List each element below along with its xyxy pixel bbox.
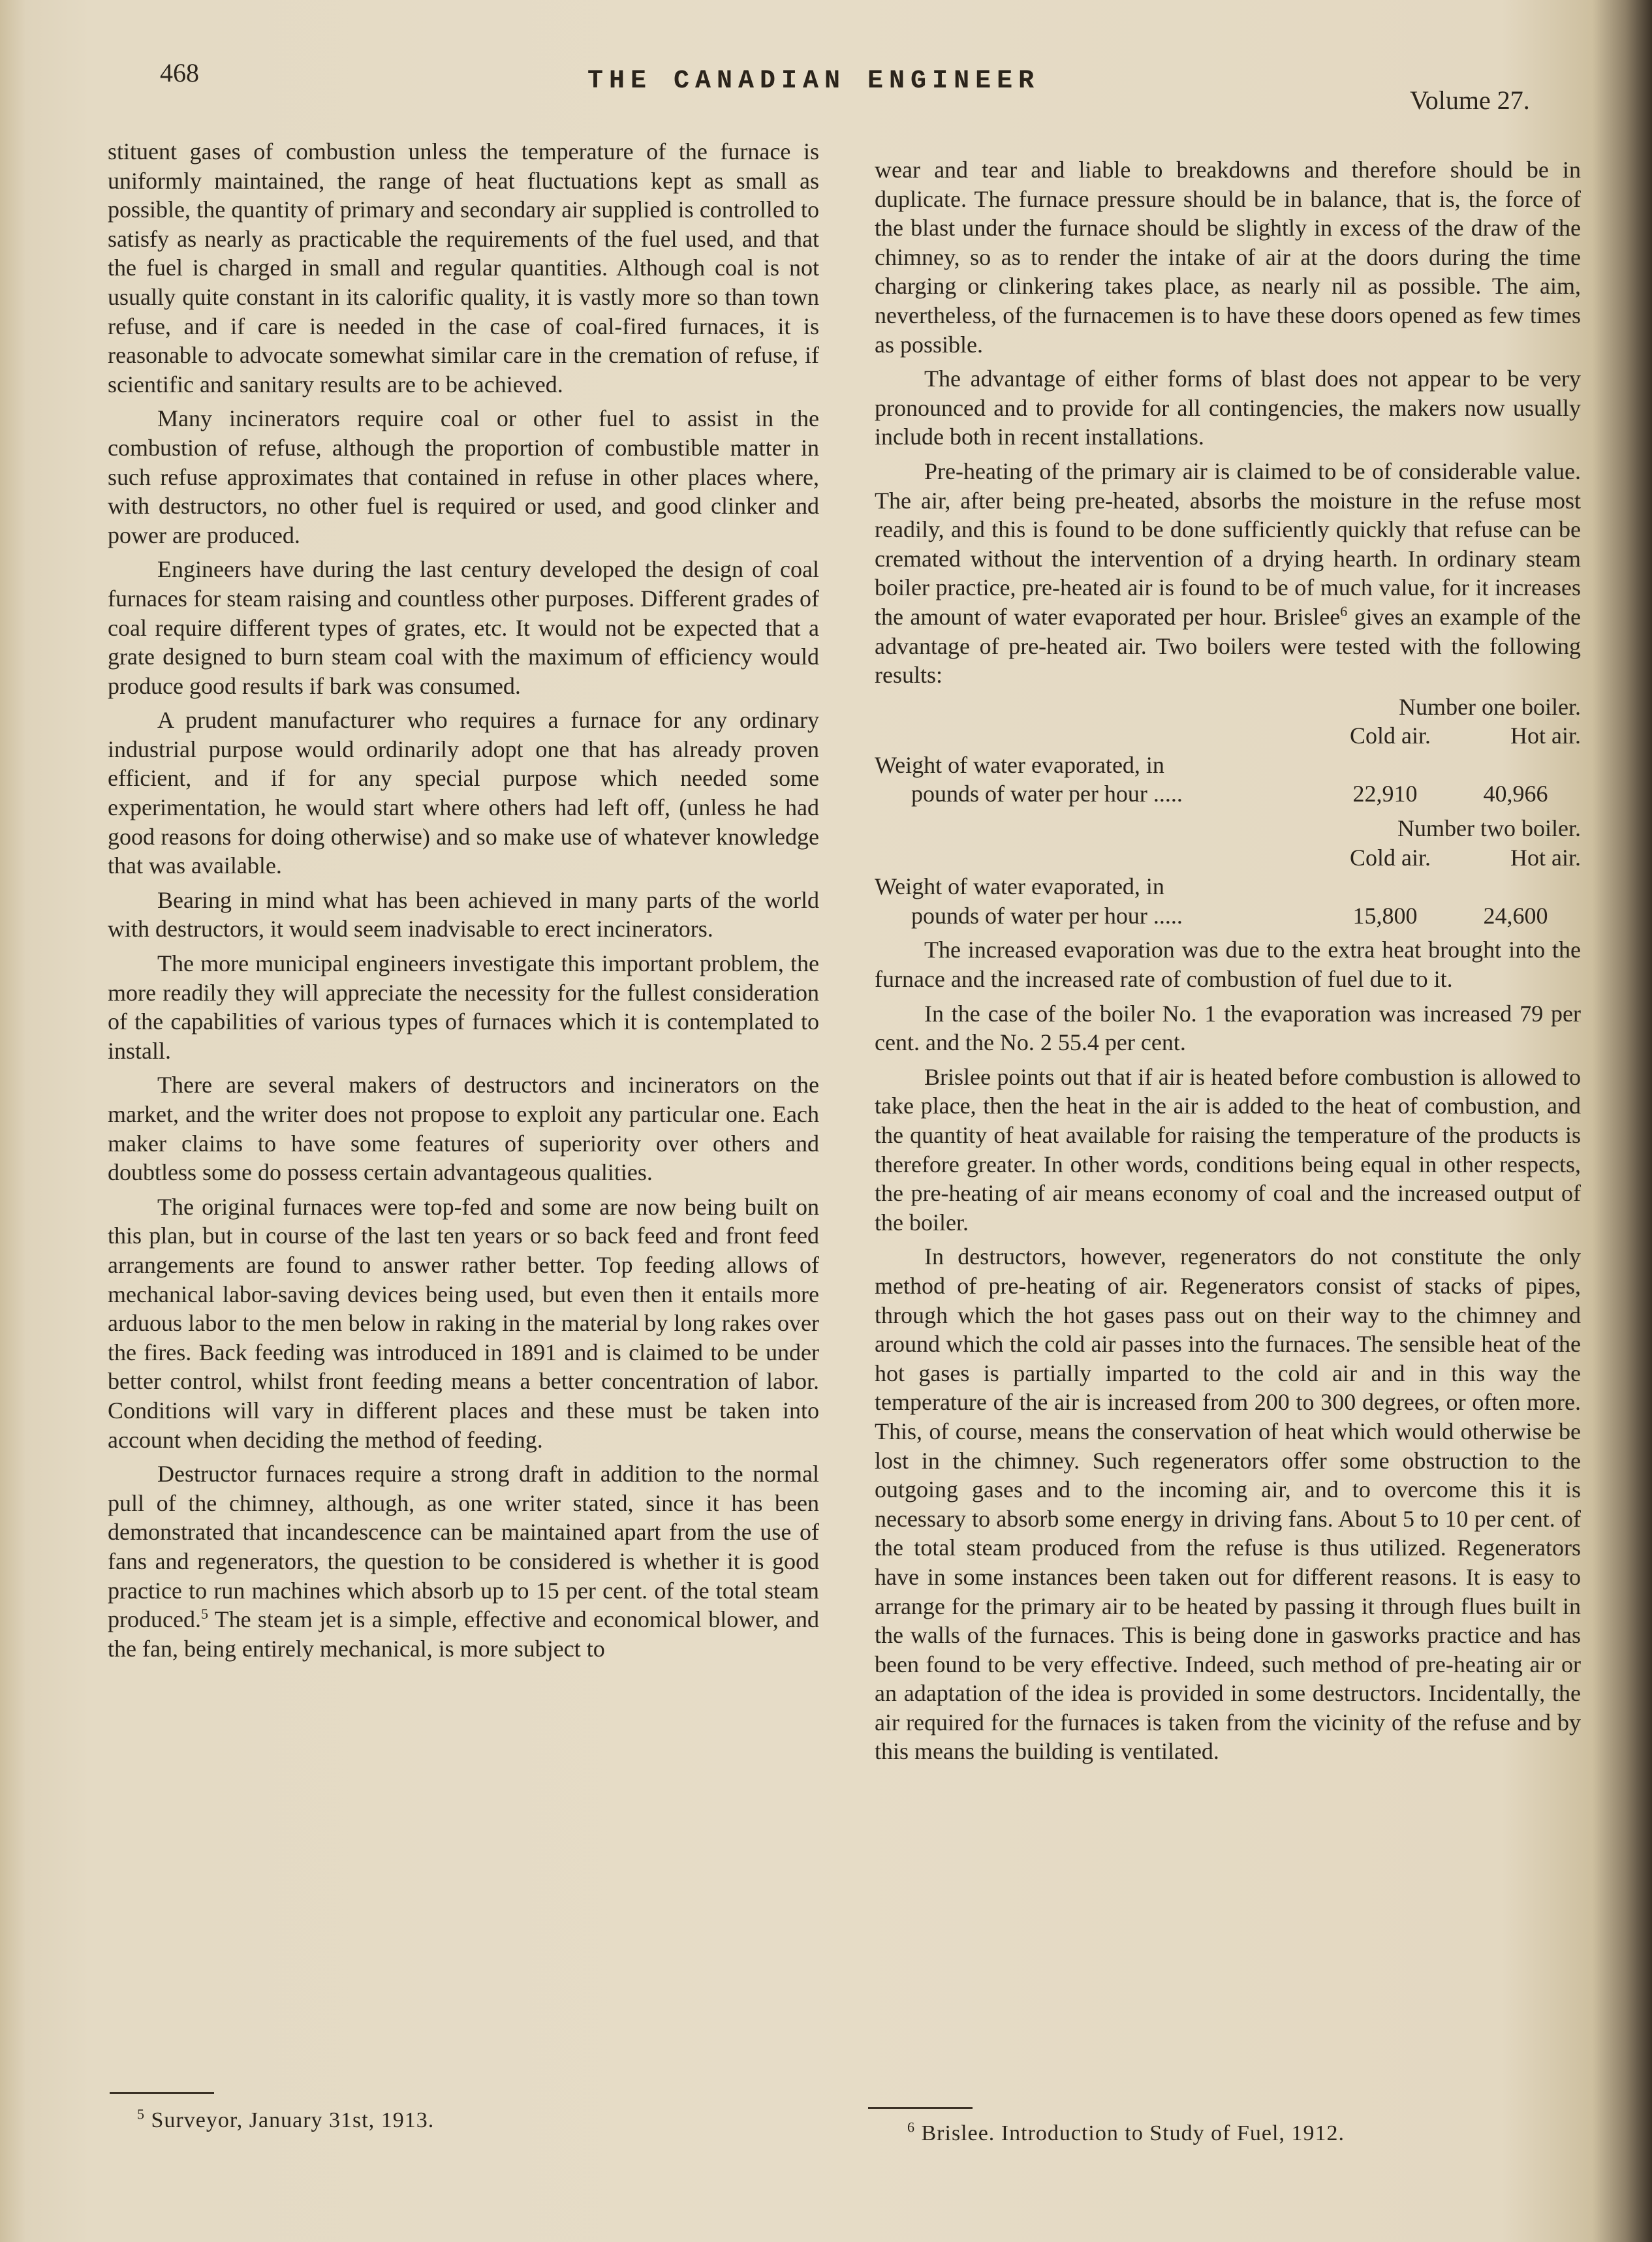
hot-air-header: Hot air. (1510, 844, 1581, 871)
volume-label: Volume 27. (1410, 86, 1530, 115)
paragraph: The original furnaces were top-fed and some are now being built on this plan, but in course of the last ten years or so back feed and front feed arrangements are found to answer rather better. Top feeding allows of mechanical labor-saving devices being used, but even then it entails more arduous labor to the men below in raking in the material by long rakes over the fires. Back feeding was introduced in 1891 and is claimed to be under better control, whilst front feeding means a better concentration of labor. Conditions will vary in different places and these must be taken into account when deciding the method of feeding. (108, 1193, 819, 1453)
paragraph: Engineers have during the last century developed the design of coal furnaces for steam raising and countless other purposes. Different grades of coal require different types of grates, etc. It would not be expected that a grate designed to burn steam coal with the maximum of efficiency would produce good results if bark was consumed. (108, 556, 819, 699)
paragraph-text: Pre-heating of the primary air is claimed to be of considerable value. The air, after being pre-heated, absorbs the moisture in the refuse most readily, and this is found to be done sufficiently quickly that refuse can be cremated without the intervention of a drying hearth. In ordinary steam boiler practice, pre-heated air is found to be of much value, for it increases the amount of water evaporated per hour. Brislee (875, 458, 1581, 630)
cold-air-value: 22,910 (1352, 781, 1418, 807)
footnote-reference: 5 (200, 1606, 208, 1623)
results-subheader (875, 843, 1581, 873)
footnote-mark: 5 (137, 2106, 145, 2123)
paragraph: In the case of the boiler No. 1 the evaporation was increased 79 per cent. and the No. 2 55.4 per cent. (875, 1000, 1581, 1056)
footnote-rule (110, 2092, 214, 2094)
footnote-reference: 6 (1340, 602, 1348, 619)
results-header (875, 814, 1581, 843)
boiler-label: Number one boiler. (1399, 693, 1581, 720)
paragraph: There are several makers of destructors and incinerators on the market, and the writer does not propose to exploit any particular one. Each maker claims to have some features of superiority over others and doubtless some do possess certain advantageous qualities. (108, 1072, 819, 1186)
paragraph-text: The steam jet is a simple, effective and economical blower, and the fan, being entirely mechanical, is more subject to (108, 1606, 819, 1662)
footnote-mark: 6 (907, 2119, 915, 2136)
boiler-label: Number two boiler. (1397, 815, 1581, 842)
right-column (875, 155, 1581, 1766)
results-row (875, 779, 1581, 809)
hot-air-value: 24,600 (1483, 902, 1548, 929)
journal-title: THE CANADIAN ENGINEER (587, 67, 1040, 96)
paragraph: The more municipal engineers investigate this important problem, the more readily they will appreciate the necessity for the fullest consideration of the capabilities of various types of furnaces which it is contemplated to install. (108, 950, 819, 1064)
cold-air-header: Cold air. (1350, 723, 1431, 749)
cold-air-value: 15,800 (1352, 902, 1418, 929)
paragraph: In destructors, however, regenerators do not constitute the only method of pre-heating of air. Regenerators consist of stacks of pipes, through which the hot gases pass out on their way to the chimney and around which the cold air passes into the furnaces. The sensible heat of the hot gases is partially imparted to the cold air and in this way the temperature of the air is increased from 200 to 300 degrees, or often more. This, of course, means the conservation of heat which would otherwise be lost in the chimney. Such regenerators offer some obstruction to the outgoing gases and to the incoming air, and to overcome this it is necessary to absorb some energy in driving fans. About 5 to 10 per cent. of the total steam produced from the refuse is thus utilized. Regenerators have in some instances been taken out for different reasons. It is easy to arrange for the primary air to be heated by passing it through flues built in the walls of the furnaces. This is being done in gasworks practice and has been found to be very effective. Indeed, such method of pre-heating air or an adaptation of the idea is provided in some destructors. Incidentally, the air required for the furnaces is taken from the vicinity of the refuse and by this means the building is ventilated. (875, 1243, 1581, 1765)
paragraph-text: gives an example of the advantage of pre-heated air. Two boilers were tested with the following results: (875, 603, 1581, 689)
footnote-rule (868, 2107, 973, 2109)
paragraph: Brislee points out that if air is heated before combustion is allowed to take place, then the heat in the air is added to the heat of combustion, and the quantity of heat available for raising the temperature of the products is therefore greater. In other words, conditions being equal in other respects, the pre-heating of air means economy of coal and the increased output of the boiler. (875, 1063, 1581, 1236)
footnote (137, 2108, 434, 2133)
row-label: Weight of water evaporated, in (875, 873, 1164, 900)
hot-air-header: Hot air. (1510, 723, 1581, 749)
page-header (0, 57, 1652, 115)
row-label: pounds of water per hour ..... (911, 781, 1183, 807)
paragraph (875, 457, 1581, 690)
paragraph: The advantage of either forms of blast does not appear to be very pronounced and to provide for all contingencies, the makers now usually include both in recent installations. (875, 366, 1581, 450)
results-table-boiler-two (875, 814, 1581, 930)
paragraph: Many incinerators require coal or other fuel to assist in the combustion of refuse, although the proportion of combustible matter in such refuse approximates that contained in refuse in other places where, with destructors, no other fuel is required or used, and good clinker and power are produced. (108, 405, 819, 548)
footnote (907, 2121, 1345, 2146)
row-label: pounds of water per hour ..... (911, 902, 1183, 929)
paragraph: wear and tear and liable to breakdowns and therefore should be in duplicate. The furnace pressure should be in balance, that is, the force of the blast under the furnace should be slightly in excess of the draw of the chimney, so as to render the intake of air at the doors during the time charging or clinkering takes place, as nearly nil as possible. The aim, nevertheless, of the furnacemen is to have these doors opened as few times as possible. (875, 157, 1581, 358)
cold-air-header: Cold air. (1350, 844, 1431, 871)
footnote-text: Brislee. Introduction to Study of Fuel, 1912. (921, 2121, 1345, 2145)
row-label: Weight of water evaporated, in (875, 751, 1164, 778)
paragraph: The increased evaporation was due to the extra heat brought into the furnace and the increased rate of combustion of fuel due to it. (875, 937, 1581, 993)
results-row (875, 901, 1581, 931)
paragraph: A prudent manufacturer who requires a furnace for any ordinary industrial purpose would ordinarily adopt one that has already proven efficient, and if for any special purpose which needed some experimentation, he would start where others had left off, (unless he had good reasons for doing otherwise) and so make use of whatever knowledge that was available. (108, 707, 819, 879)
footnote-text: Surveyor, January 31st, 1913. (151, 2108, 435, 2132)
paragraph-text: Destructor furnaces require a strong draft in addition to the normal pull of the chimney, although, as one writer stated, since it has been demonstrated that incandescence can be maintained apart from the use of fans and regenerators, the question to be considered is whether it is good practice to run machines which absorb up to 15 per cent. of the total steam produced. (108, 1461, 819, 1633)
results-table-boiler-one (875, 693, 1581, 809)
results-header (875, 693, 1581, 722)
results-subheader (875, 721, 1581, 751)
paragraph: Bearing in mind what has been achieved in many parts of the world with destructors, it would seem inadvisable to erect incinerators. (108, 886, 819, 942)
paragraph (108, 1459, 819, 1663)
left-column (108, 137, 819, 1663)
hot-air-value: 40,966 (1483, 781, 1548, 807)
paragraph: stituent gases of combustion unless the temperature of the furnace is uniformly maintained, the range of heat fluctuations kept as small as possible, the quantity of primary and secondary air supplied is controlled to satisfy as nearly as practicable the requirements of the fuel used, and that the fuel is charged in small and regular quantities. Although coal is not usually quite constant in its calorific quality, it is vastly more so than town refuse, and if care is needed in the case of coal-fired furnaces, it is reasonable to advocate somewhat similar care in the cremation of refuse, if scientific and sanitary results are to be achieved. (108, 138, 819, 397)
page-number: 468 (160, 58, 199, 87)
